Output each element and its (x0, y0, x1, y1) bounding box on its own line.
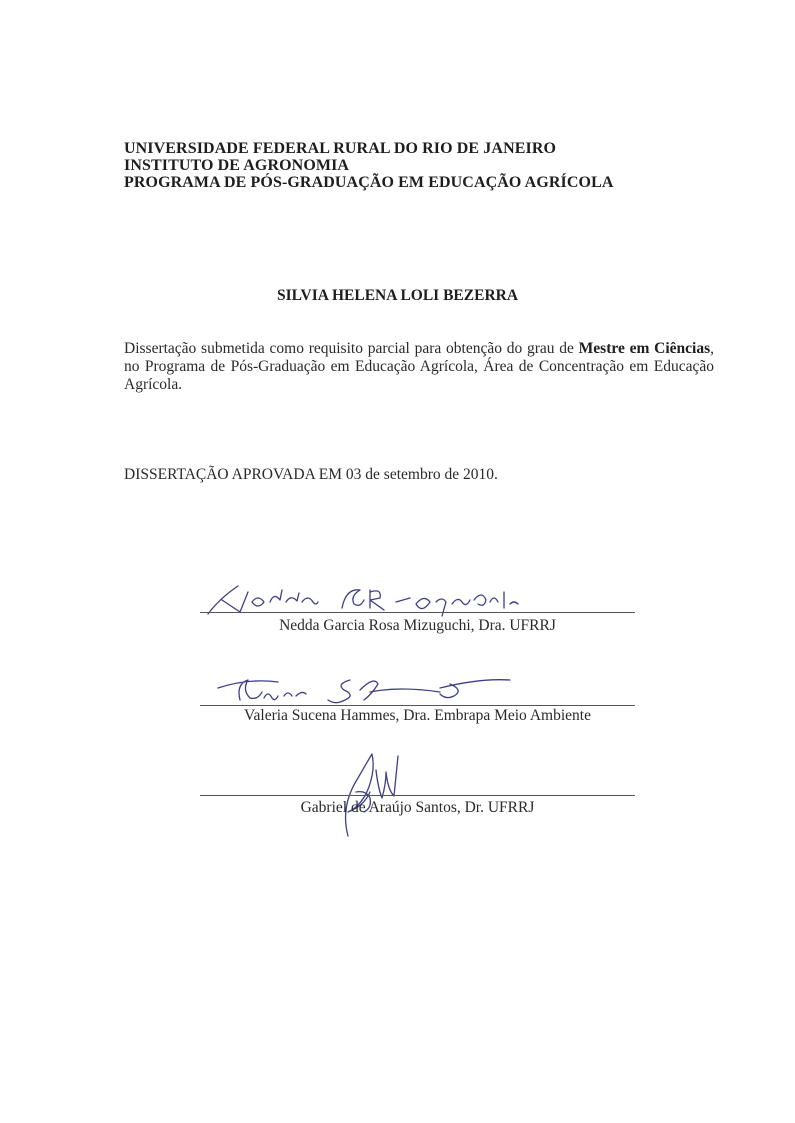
institution-header (124, 140, 614, 191)
signature-line-2 (200, 705, 635, 706)
dissertation-description (124, 340, 714, 394)
author-name: SILVIA HELENA LOLI BEZERRA (276, 287, 519, 304)
committee-member-name-2: Valeria Sucena Hammes, Dra. Embrapa Meio Ambiente (244, 707, 591, 724)
institute-name: INSTITUTO DE AGRONOMIA (124, 157, 350, 174)
university-name: UNIVERSIDADE FEDERAL RURAL DO RIO DE JANEIRO (124, 140, 557, 157)
handwritten-signature-3 (200, 740, 635, 840)
handwritten-signature-1 (200, 580, 635, 620)
degree-title: Mestre em Ciências (578, 340, 711, 357)
handwritten-signature-2 (200, 670, 635, 710)
approval-statement: DISSERTAÇÃO APROVADA EM 03 de setembro de 2010. (124, 466, 498, 483)
program-name: PROGRAMA DE PÓS-GRADUAÇÃO EM EDUCAÇÃO AGRÍCOLA (124, 174, 614, 191)
committee-member-name-1: Nedda Garcia Rosa Mizuguchi, Dra. UFRRJ (279, 617, 556, 634)
committee-member-name-3: Gabriel de Araújo Santos, Dr. UFRRJ (300, 799, 535, 816)
signature-line-1 (200, 612, 635, 613)
signature-line-3 (200, 795, 635, 796)
description-program: , no Programa de Pós-Graduação em Educação Agrícola, Área de Concentração em Educação Agrícola. (124, 340, 714, 393)
description-intro: Dissertação submetida como requisito parcial para obtenção do grau de (124, 340, 579, 357)
